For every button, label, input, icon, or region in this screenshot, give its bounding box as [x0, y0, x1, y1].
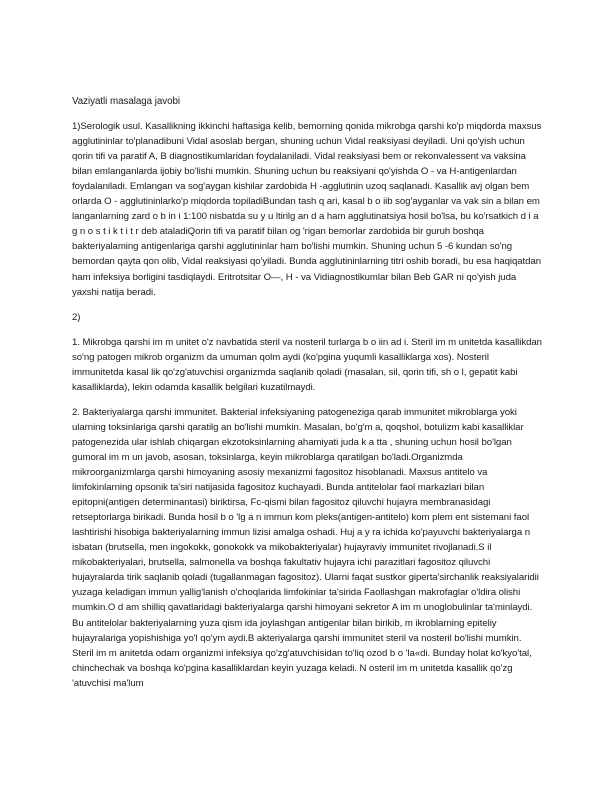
document-page: [72, 94, 542, 701]
section-number-2: 2): [72, 311, 81, 323]
paragraph-steril-immunitet: 1. Mikrobga qarshi im m unitet o'z navbatida steril va nosteril turlarga b o iin ad i. Steril im m unitetda kasallikdan so'ng patogen mikrob organizm da umuman qolm aydi (ko'pgina yuqumli kasalliklarga xos). Nosteril immunitetda kasal lik qo'zg'atuvchisi organizmda saqlanib qoladi (masalan, sil, qorin tifi, sh o l, gepatit kabi kasalliklarda), lekin odamda kasallik belgilari kuzatilmaydi.: [72, 336, 542, 393]
paragraph-bakteriyalarga-qarshi-immunitet: 2. Bakteriyalarga qarshi immunitet. Bakterial infeksiyaning patogeneziga qarab immunitet mikroblarga yoki ularning toksinlariga qarshi qaratilg an bo'lishi mumkin. Masalan, bo'g'm a, qoqshol, botulizm kabi kasalliklar patogenezida ular ishlab chiqargan ekzotoksinlarning ahamiyati juda k a tta , shuning uchun hosil bo'lgan gumoral im m un javob, asosan, toksinlarga, keyin mikroblarga qaratilgan bo'ladi.Organizmda mikroorganizmlarga qarshi himoyaning asosiy mexanizmi fagositoz hisoblanadi. Maxsus antitelo va limfokinlarning opsonik ta'siri natijasida fagositoz kuchayadi. Bunda antitelolar faol markazlari bilan epitopni(antigen determinantasi) biriktirsa, Fc-qismi bilan fagositoz qiluvchi hujayra membranasidagi retseptorlarga birikadi. Bunda hosil b o 'lg a n immun kom pleks(antigen-antitelo) kom plem ent sistemani faol lashtirishi hisobiga bakteriyalarning immun lizisi amalga oshadi. Huj a y ra ichida ko'payuvchi bakteriyalarga n isbatan (brutsella, men ingokokk, gonokokk va mikobakteriyalar) hujayraviy immunitet rivojlanadi.S il mikobakteriyalari, brutsella, salmonella va boshqa fakultativ hujayra ichi parazitlari fagositoz qiluvchi hujayralarda tirik saqlanib qoladi (tugallanmagan fagositoz). Ularni faqat sustkor giperta'sirchanlik reaksiyalaridii yuzaga keladigan immun yallig'lanish o'choqlarida limfokinlar ta'sirida Faollashgan makrofaglar o'ldira olishi mumkin.O d am shilliq qavatlaridagi bakteriyalarga qarshi himoyani sekretor A im m unoglobulinlar ta'minlaydi. Bu antitelolar bakteriyalarning yuza qism ida joylashgan antigenlar bilan birikib, m ikroblarning epiteliy hujayralariga yopishishiga yo'l qo'ym aydi.B akteriyalarga qarshi immunitet steril va nosteril bo'lishi mumkin. Steril im m anitetda odam organizmi infeksiya qo'zg'atuvchisidan to'liq ozod b o 'la«di. Bunday holat ko'kyo'tal, chinchechak va boshqa ko'pgina kasalliklardan keyin yuzaga keladi. N osteril im m unitetda kasallik qo'zg 'atuvchisi ma'lum: [72, 406, 539, 689]
paragraph-serologik-usul: 1)Serologik usul. Kasallikning ikkinchi haftasiga kelib, bemorning qonida mikrobga qarshi ko'p miqdorda maxsus agglutininlar to'planadibuni Vidal asoslab bergan, shuning uchun Vidal reaksiyasi deyiladi. Uni qo'yish uchun qorin tifi va paratif A, B diagnostikumlaridan foydalaniladi. Vidal reaksiyasi bem or rekonvalessent va vaksina bilan emlanganlarda ijobiy bo'lishi mumkin. Shuning uchun bu reaksiyani qo'yishda O - va H-antigenlardan foydalaniladi. Emlangan va sog'aygan kishilar zardobida H -agglutinin uzoq saqlanadi. Kasallik avj olgan bem orlarda O - agglutininlarko'p miqdorda topiladiBundan tash q ari, kasal b o iib sog'ayganlar va vak sin a bilan em langanlarning zard o b in i 1:100 nisbatda su y u ltirilg an d a ham agglutinatsiya hosil bo'lsa, bu ko'rsatkich d i a g n o s t i k t i t r deb ataladiQorin tifi va paratif bilan og 'rigan bemorlar zardobida bir guruh boshqa bakteriyalaming antigenlariga qarshi agglutininlar ham bo'lishi mumkin. Shuning uchun 5 -6 kundan so'ng bemordan qayta qon olib, Vidal reaksiyasi qo'yiladi. Bunda agglutininlarning titri oshib boradi, bu esa haqiqatdan ham infeksiya borligini tasdiqlaydi. Eritrotsitar O—, H - va Vidiagnostikumlar bilan Beb GAR ni qo'yish juda yaxshi natija beradi.: [72, 121, 542, 298]
document-title: Vaziyatli masalaga javobi: [72, 96, 181, 107]
